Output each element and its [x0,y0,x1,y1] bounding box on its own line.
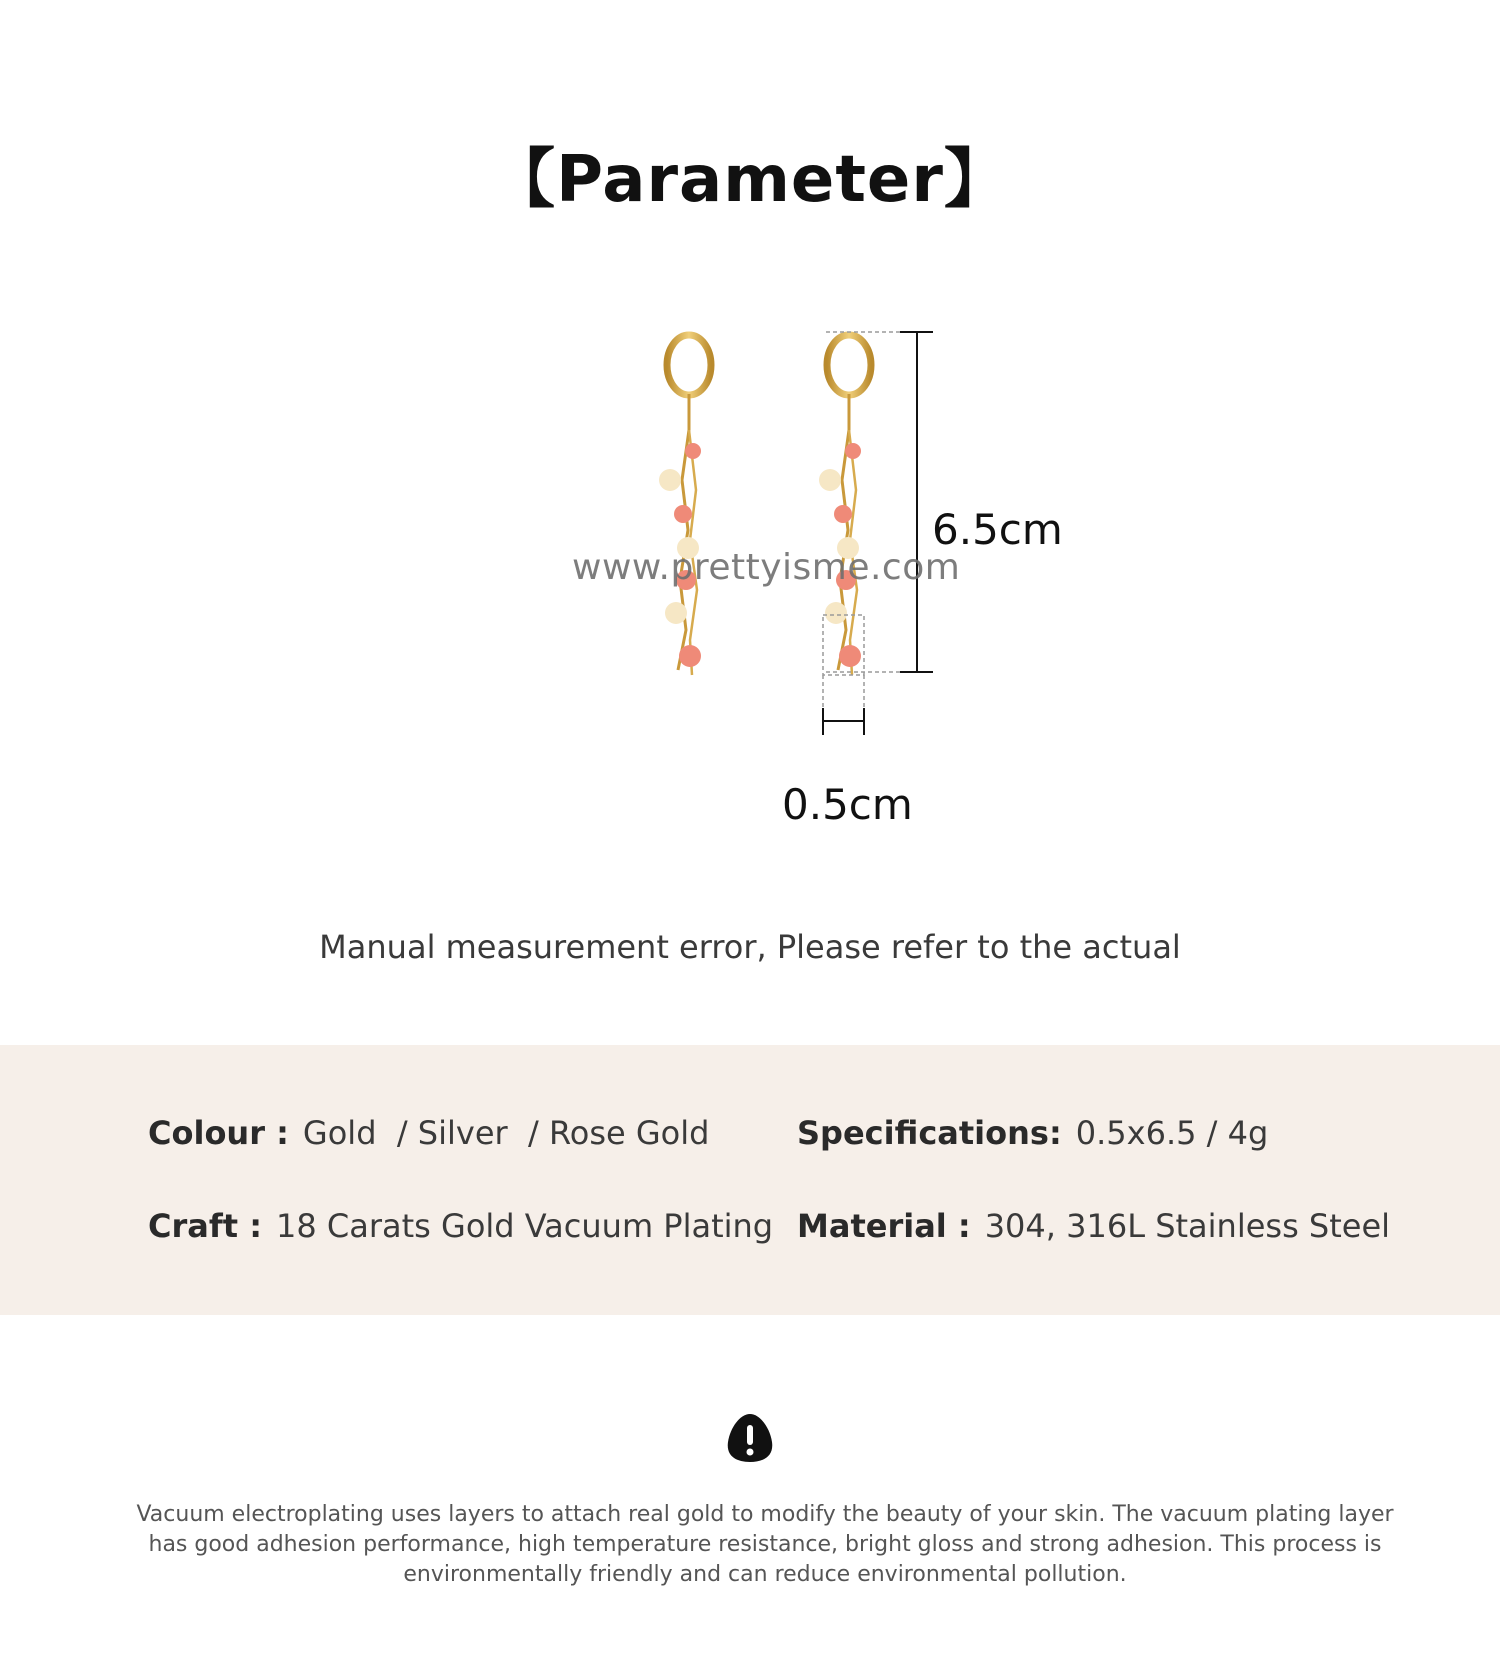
spec-craft-label: Craft : [148,1207,263,1245]
page-title: 【Parameter】 [491,143,1009,217]
footer-description: Vacuum electroplating uses layers to attach real gold to modify the beauty of your skin. The vacuum plating layer has good adhesion performance, high temperature resistance, bright gloss and strong adhesion. This process is environmentally friendly and can reduce environmental pollution. [136,1502,1394,1587]
height-label: 6.5cm [932,505,1063,554]
watermark: www.prettyisme.com [572,547,961,588]
right-earring [819,335,871,675]
spec-material [797,1207,1390,1245]
spec-colour-value: Gold / Silver / Rose Gold [302,1114,710,1152]
product-figure [0,330,1500,850]
spec-craft-value: 18 Carats Gold Vacuum Plating [276,1207,774,1245]
warning-icon [726,1412,774,1464]
spec-material-label: Material : [797,1207,971,1245]
spec-material-value: 304, 316L Stainless Steel [984,1207,1391,1245]
spec-specifications [797,1114,1268,1152]
spec-specifications-value: 0.5x6.5 / 4g [1075,1114,1269,1152]
spec-craft [148,1207,773,1245]
spec-colour-label: Colour : [148,1114,289,1152]
measurement-note: Manual measurement error, Please refer to the actual [319,928,1181,966]
spec-band [0,1045,1500,1315]
spec-specifications-label: Specifications: [797,1114,1062,1152]
spec-colour [148,1114,709,1152]
width-label: 0.5cm [782,780,913,829]
width-dimension-line [823,615,864,735]
earrings-illustration [0,330,1500,850]
left-earring [659,335,711,675]
